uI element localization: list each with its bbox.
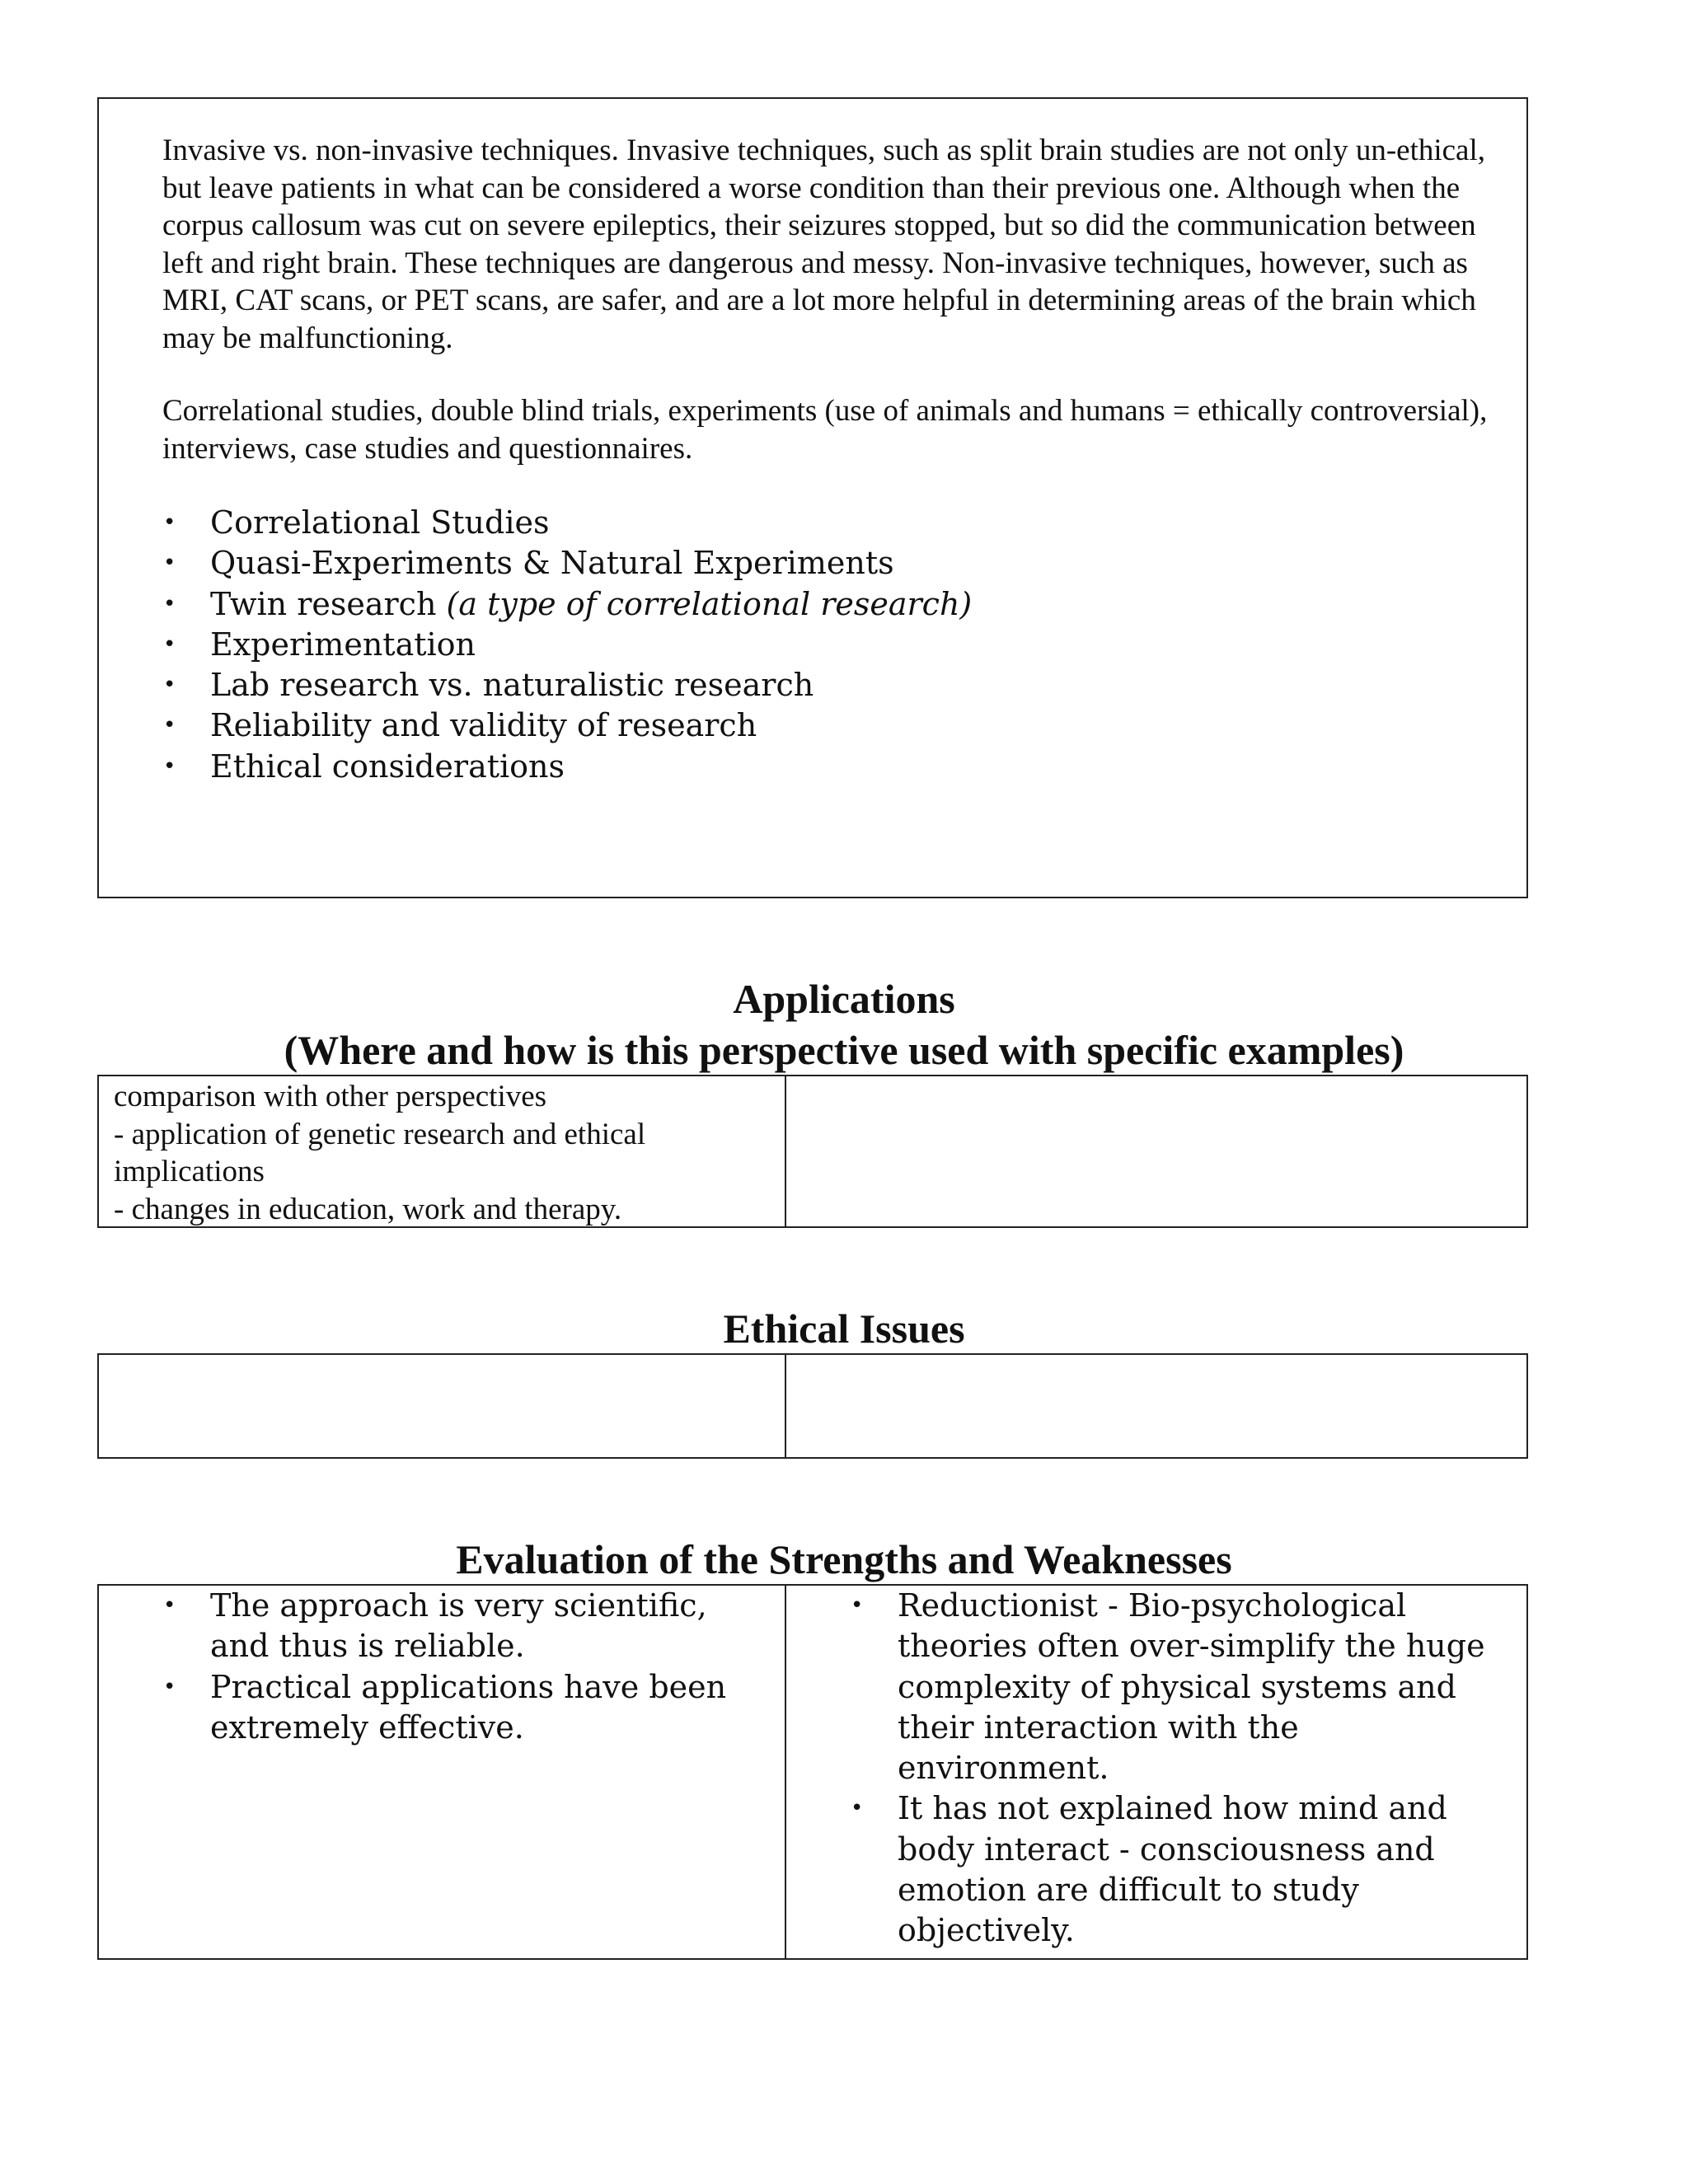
research-methods-list bbox=[162, 503, 1399, 787]
applications-line: comparison with other perspectives bbox=[114, 1080, 547, 1113]
list-item: • Quasi-Experiments & Natural Experiments bbox=[162, 543, 1399, 583]
list-item: • Lab research vs. naturalistic research bbox=[162, 665, 1399, 705]
bullet-icon: • bbox=[163, 753, 176, 779]
applications-table bbox=[97, 1075, 1528, 1228]
applications-line: - changes in education, work and therapy. bbox=[114, 1192, 622, 1226]
ethical-issues-table bbox=[97, 1353, 1528, 1459]
bullet-icon: • bbox=[163, 713, 176, 738]
bullet-icon: • bbox=[163, 631, 176, 657]
list-item: • Ethical considerations bbox=[162, 747, 1399, 787]
invasive-techniques-paragraph: Invasive vs. non-invasive techniques. Invasive techniques, such as split brain studies are not only un-ethical, but leave patients in what can be considered a worse condition than their previous one. Although when the corpus callosum was cut on severe epileptics, their seizures stopped, but so did the communication between left and right brain. These techniques are dangerous and messy. Non-invasive techniques, however, such as MRI, CAT scans, or PET scans, are safer, and are a lot more helpful in determining areas of the brain which may be malfunctioning. bbox=[162, 134, 1486, 355]
strengths-list bbox=[162, 1586, 756, 1748]
bullet-icon: • bbox=[163, 673, 176, 698]
applications-heading: Applications bbox=[733, 976, 955, 1022]
applications-line: - application of genetic research and ethical implications bbox=[114, 1117, 646, 1188]
bullet-icon: • bbox=[851, 1796, 864, 1821]
evaluation-table bbox=[97, 1584, 1528, 1960]
bullet-icon: • bbox=[163, 591, 176, 616]
bullet-icon: • bbox=[851, 1593, 864, 1618]
list-item bbox=[162, 584, 1399, 625]
research-methods-box bbox=[97, 97, 1528, 898]
list-item: • Reductionist - Bio-psychological theories often over-simplify the huge complexity of physical systems and their interaction with the environment. bbox=[851, 1587, 1485, 1787]
bullet-icon: • bbox=[163, 1674, 176, 1699]
column-divider bbox=[785, 1355, 786, 1457]
bullet-icon: • bbox=[163, 1593, 176, 1618]
list-item-text: Twin research bbox=[210, 585, 447, 622]
list-item: • Practical applications have been extremely effective. bbox=[163, 1668, 727, 1746]
list-item-note: (a type of correlational research) bbox=[446, 585, 973, 622]
column-divider bbox=[785, 1076, 786, 1226]
list-item: • It has not explained how mind and body interact - consciousness and emotion are difficult to study objectively. bbox=[851, 1790, 1447, 1949]
list-item: • Reliability and validity of research bbox=[162, 705, 1399, 746]
bullet-icon: • bbox=[163, 551, 176, 576]
applications-left-cell bbox=[114, 1078, 773, 1228]
applications-subheading: (Where and how is this perspective used with specific examples) bbox=[284, 1027, 1404, 1073]
column-divider bbox=[785, 1586, 786, 1958]
ethical-issues-heading: Ethical Issues bbox=[723, 1305, 965, 1352]
list-item: • Experimentation bbox=[162, 625, 1399, 665]
evaluation-heading: Evaluation of the Strengths and Weaknesses bbox=[456, 1536, 1232, 1582]
weaknesses-list bbox=[850, 1586, 1501, 1952]
list-item: • Correlational Studies bbox=[162, 503, 1399, 543]
list-item: • The approach is very scientific, and thus is reliable. bbox=[163, 1587, 707, 1665]
bullet-icon: • bbox=[163, 510, 176, 535]
research-methods-paragraph: Correlational studies, double blind trials, experiments (use of animals and humans = ethically controversial), interviews, case studies and questionnaires. bbox=[162, 394, 1488, 466]
